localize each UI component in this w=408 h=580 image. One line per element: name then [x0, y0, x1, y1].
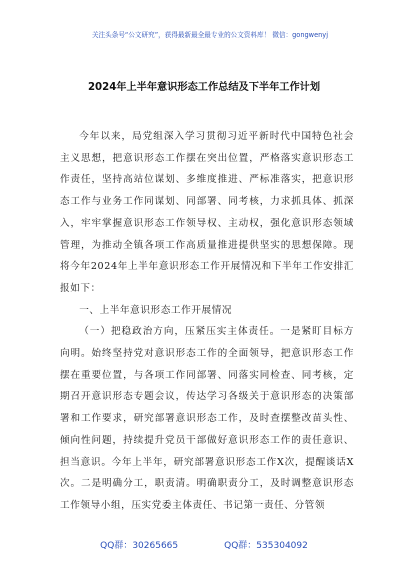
- paragraph-section-1-1: （一）把稳政治方向，压紧压实主体责任。一是紧盯目标方向明。始终坚持党对意识形态工作的全面领导，把意识形态工作摆在重要位置，与各项工作同部署、同落实同检查、同考核，定期召开意识形态专题会议，传达学习各级关于意识形态的决策部署和工作要求，研究部署意识形态工作，及时查摆整改苗头性、倾向性问题，持续提升党员干部做好意识形态工作的责任意识、担当意识。今年上半年，研究部署意识形态工作X次，提醒谈话X次。二是明确分工，职责清。明确职责分工，及时调整意识形态工作领导小组，压实党委主体责任、书记第一责任、分管领: [60, 326, 354, 511]
- document-body: [60, 126, 354, 517]
- footer-qq-group-2: QQ群：535304092: [224, 541, 308, 551]
- footer-qq-group-1: QQ群：30265665: [100, 541, 179, 551]
- section-heading-1: 一、上半年意识形态工作开展情况: [79, 304, 233, 316]
- footer-contact: [0, 538, 408, 551]
- paragraph-intro: 今年以来，局党组深入学习贯彻习近平新时代中国特色社会主义思想，把意识形态工作摆在突出位置，严格落实意识形态工作责任，坚持高站位谋划、多维度推进、严标准落实，把意识形态工作与业务工作同谋划、同部署、同考核，力求抓具体、抓深入，牢牢掌握意识形态工作领导权、主动权，强化意识形态领域管理，为推动全镇各项工作高质量推进提供坚实的思想保障。现将今年2024年上半年意识形态工作开展情况和下半年工作安排汇报如下：: [60, 131, 354, 294]
- document-title: 2024年上半年意识形态工作总结及下半年工作计划: [87, 82, 321, 93]
- header-banner: 关注头条号“公文研究”，获得最新最全最专业的公文资料库！ 微信：gongwenyj: [91, 31, 329, 39]
